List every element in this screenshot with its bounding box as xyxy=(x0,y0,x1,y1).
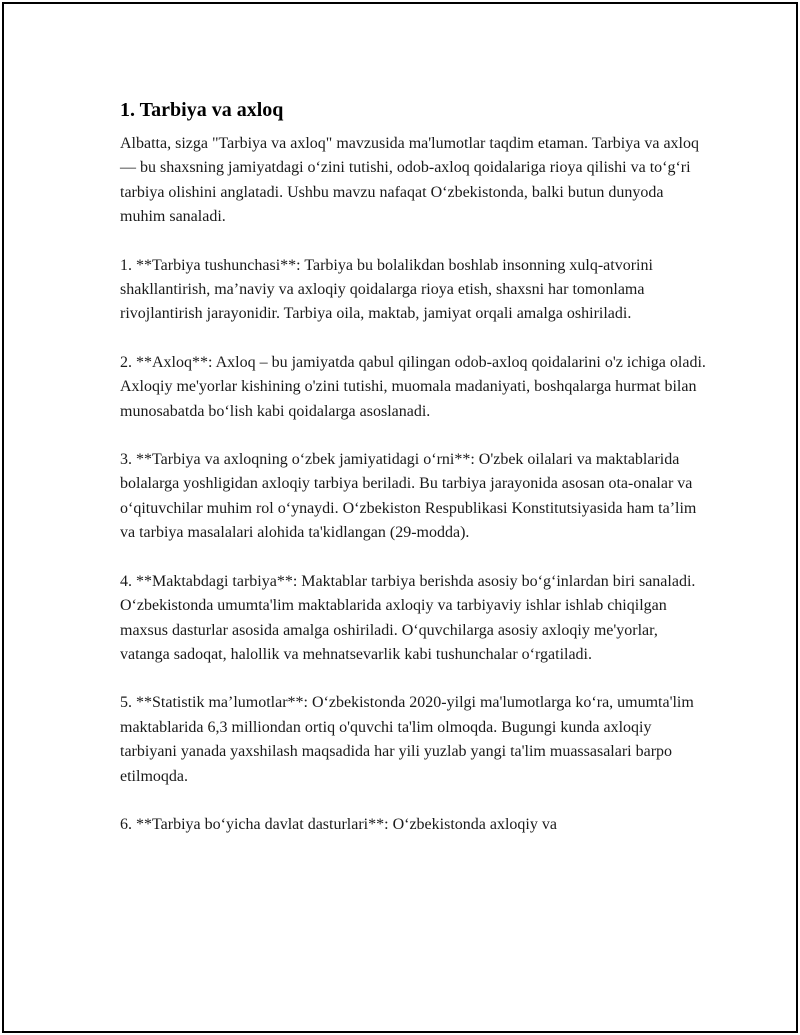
paragraph-tarbiya-tushunchasi: 1. **Tarbiya tushunchasi**: Tarbiya bu bolalikdan boshlab insonning xulq-atvorini shakllantirish, ma’naviy va axloqiy qoidalarga rioya etish, shaxsni har tomonlama rivojlantirish jarayonidir. Tarbiya oila, maktab, jamiyat orqali amalga oshiriladi. xyxy=(120,256,653,323)
paragraph-maktabdagi-tarbiya: 4. **Maktabdagi tarbiya**: Maktablar tarbiya berishda asosiy bo‘g‘inlardan biri sanaladi. O‘zbekistonda umumta'lim maktablarida axloqiy va tarbiyaviy ishlar ishlab chiqilgan maxsus dasturlar asosida amalga oshiriladi. O‘quvchilarga asosiy axloqiy me'yorlar, vatanga sadoqat, halollik va mehnatsevarlik kabi tushunchalar o‘rgatiladi. xyxy=(120,572,696,663)
paragraph-statistik-malumotlar: 5. **Statistik ma’lumotlar**: O‘zbekistonda 2020-yilgi ma'lumotlarga ko‘ra, umumta'lim maktablarida 6,3 milliondan ortiq o'quvchi ta'lim olmoqda. Bugungi kunda axloqiy tarbiyani yanada yaxshilash maqsadida har yili yuzlab yangi ta'lim muassasalari barpo etilmoqda. xyxy=(120,694,694,785)
document-content xyxy=(120,96,710,861)
paragraph-davlat-dasturlari: 6. **Tarbiya bo‘yicha davlat dasturlari**: O‘zbekistonda axloqiy va xyxy=(120,815,557,833)
paragraph-jamiyatdagi-orni: 3. **Tarbiya va axloqning o‘zbek jamiyatidagi o‘rni**: O'zbek oilalari va maktablarida bolalarga yoshligidan axloqiy tarbiya beriladi. Bu tarbiya jarayonida asosan ota-onalar va o‘qituvchilar muhim rol o‘ynaydi. O‘zbekiston Respublikasi Konstitutsiyasida ham ta’lim va tarbiya masalalari alohida ta'kidlangan (29-modda). xyxy=(120,451,697,542)
section-heading: 1. Tarbiya va axloq xyxy=(120,99,284,121)
intro-paragraph: Albatta, sizga "Tarbiya va axloq" mavzusida ma'lumotlar taqdim etaman. Tarbiya va axloq — bu shaxsning jamiyatdagi o‘zini tutishi, odob-axloq qoidalariga rioya qilishi va to‘g‘ri tarbiya olishini anglatadi. Ushbu mavzu nafaqat O‘zbekistonda, balki butun dunyoda muhim sanaladi. xyxy=(120,135,699,226)
paragraph-axloq: 2. **Axloq**: Axloq – bu jamiyatda qabul qilingan odob-axloq qoidalarini o'z ichiga oladi. Axloqiy me'yorlar kishining o'zini tutishi, muomala madaniyati, boshqalarga hurmat bilan munosabatda bo‘lish kabi qoidalarga asoslanadi. xyxy=(120,353,706,420)
document-page xyxy=(2,2,798,1033)
